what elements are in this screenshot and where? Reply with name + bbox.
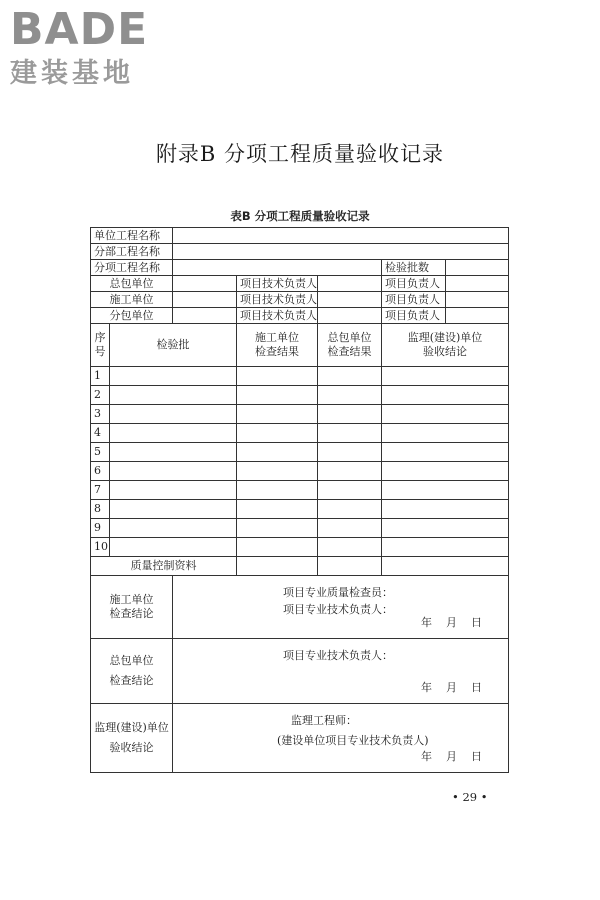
- item-project-name-label: 分项工程名称: [91, 260, 173, 276]
- batch-column-header: 检验批: [110, 324, 237, 367]
- construction-conclusion-label-bottom: 检查结论: [109, 607, 154, 620]
- subcontractor-value[interactable]: [173, 308, 237, 324]
- construction-conclusion-label-top: 施工单位: [109, 593, 154, 606]
- construction-header-bottom: 检查结果: [255, 345, 299, 358]
- construction-unit-label: 施工单位: [91, 292, 173, 308]
- table-row: [91, 244, 509, 260]
- general-header-top: 总包单位: [327, 331, 372, 344]
- row-number: 2: [91, 386, 110, 405]
- table-row: [91, 308, 509, 324]
- owner-tech-leader-line: (建设单位项目专业技术负责人): [277, 734, 429, 747]
- project-tech-leader-value[interactable]: [318, 308, 382, 324]
- general-conclusion-label: [91, 639, 173, 704]
- unit-project-name-label: 单位工程名称: [91, 228, 173, 244]
- acceptance-record-table: [90, 227, 509, 773]
- project-leader-value[interactable]: [446, 308, 509, 324]
- project-tech-leader-label: 项目技术负责人: [237, 276, 318, 292]
- project-tech-leader-value[interactable]: [318, 292, 382, 308]
- row-number: 3: [91, 405, 110, 424]
- table-row: [91, 519, 509, 538]
- supervising-engineer-line: 监理工程师：: [291, 714, 357, 727]
- inspection-batch-count-label: 检验批数: [382, 260, 446, 276]
- table-row: [91, 276, 509, 292]
- project-leader-label: 项目负责人: [382, 276, 446, 292]
- supervision-conclusion-column-header: [382, 324, 509, 367]
- item-project-name-value[interactable]: [173, 260, 382, 276]
- row-number: 5: [91, 443, 110, 462]
- construction-header-top: 施工单位: [255, 331, 299, 344]
- sign-date: 年 月 日: [421, 616, 487, 629]
- tech-leader-line: 项目专业技术负责人：: [283, 649, 393, 662]
- project-tech-leader-value[interactable]: [318, 276, 382, 292]
- supervision-conclusion-label-top: 监理(建设)单位: [94, 721, 169, 734]
- supervision-conclusion-row: [91, 704, 509, 773]
- table-caption: 表B 分项工程质量验收记录: [230, 209, 370, 223]
- construction-unit-value[interactable]: [173, 292, 237, 308]
- subcontractor-label: 分包单位: [91, 308, 173, 324]
- logo-brand-text: BADE: [10, 4, 149, 55]
- unit-project-name-value[interactable]: [173, 228, 509, 244]
- table-row: [91, 386, 509, 405]
- general-conclusion-row: [91, 639, 509, 704]
- table-row: [91, 424, 509, 443]
- project-leader-value[interactable]: [446, 276, 509, 292]
- subdivision-project-name-value[interactable]: [173, 244, 509, 260]
- tech-leader-line: 项目专业技术负责人：: [283, 603, 393, 616]
- general-contractor-value[interactable]: [173, 276, 237, 292]
- table-row: [91, 405, 509, 424]
- table-row: [91, 538, 509, 557]
- general-contractor-label: 总包单位: [91, 276, 173, 292]
- table-row: [91, 557, 509, 576]
- supervision-header-bottom: 验收结论: [423, 345, 468, 358]
- construction-result-column-header: [237, 324, 318, 367]
- row-number: 8: [91, 500, 110, 519]
- project-leader-label: 项目负责人: [382, 308, 446, 324]
- table-row: [91, 260, 509, 276]
- supervision-header-top: 监理(建设)单位: [407, 331, 483, 344]
- general-header-bottom: 检查结果: [327, 345, 372, 358]
- row-number: 10: [91, 538, 110, 557]
- supervision-conclusion-label-bottom: 验收结论: [109, 741, 154, 754]
- table-row: [91, 228, 509, 244]
- sign-date: 年 月 日: [421, 681, 487, 694]
- page-number: • 29 •: [452, 790, 488, 804]
- project-tech-leader-label: 项目技术负责人: [237, 308, 318, 324]
- project-leader-value[interactable]: [446, 292, 509, 308]
- table-row: [91, 481, 509, 500]
- quality-inspector-line: 项目专业质量检查员：: [283, 586, 393, 599]
- general-conclusion-label-bottom: 检查结论: [109, 674, 154, 687]
- seq-header-bottom: 号: [94, 345, 106, 358]
- table-row: [91, 462, 509, 481]
- construction-conclusion-sign-area[interactable]: [173, 576, 509, 639]
- table-row: [91, 443, 509, 462]
- project-tech-leader-label: 项目技术负责人: [237, 292, 318, 308]
- table-row: [91, 367, 509, 386]
- brand-logo: [10, 6, 148, 90]
- general-conclusion-label-top: 总包单位: [109, 654, 154, 667]
- inspection-batch-count-value[interactable]: [446, 260, 509, 276]
- general-conclusion-sign-area[interactable]: [173, 639, 509, 704]
- construction-conclusion-label: [91, 576, 173, 639]
- seq-header-top: 序: [94, 331, 106, 344]
- row-number: 6: [91, 462, 110, 481]
- row-number: 7: [91, 481, 110, 500]
- column-header-row: [91, 324, 509, 367]
- subdivision-project-name-label: 分部工程名称: [91, 244, 173, 260]
- table-row: [91, 292, 509, 308]
- supervision-conclusion-label: [91, 704, 173, 773]
- logo-subtitle: 建装基地: [10, 58, 134, 89]
- seq-column-header: [91, 324, 110, 367]
- quality-control-data-label: 质量控制资料: [91, 557, 237, 576]
- row-number: 4: [91, 424, 110, 443]
- project-leader-label: 项目负责人: [382, 292, 446, 308]
- appendix-title: 附录B 分项工程质量验收记录: [155, 142, 445, 166]
- row-number: 1: [91, 367, 110, 386]
- sign-date: 年 月 日: [421, 750, 487, 763]
- supervision-conclusion-sign-area[interactable]: [173, 704, 509, 773]
- general-result-column-header: [318, 324, 382, 367]
- table-row: [91, 500, 509, 519]
- row-number: 9: [91, 519, 110, 538]
- construction-conclusion-row: [91, 576, 509, 639]
